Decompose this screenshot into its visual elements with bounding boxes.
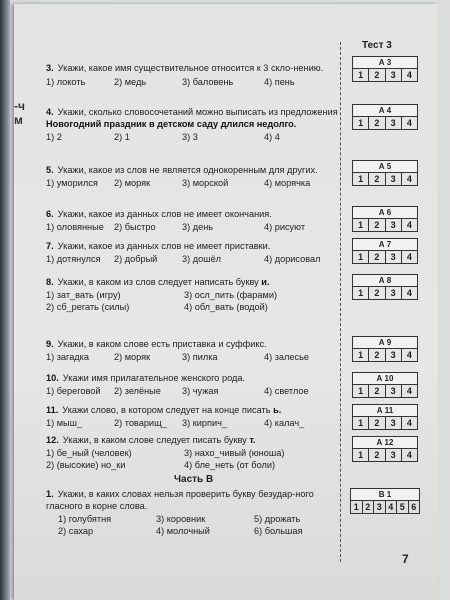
- option[interactable]: 1) оловянные: [46, 222, 104, 232]
- page-number: 7: [402, 552, 409, 566]
- answer-box-a7: [352, 238, 418, 264]
- test-title: Тест 3: [362, 40, 392, 51]
- answer-cell[interactable]: 2: [369, 173, 385, 185]
- answer-box-label: А 5: [352, 160, 418, 172]
- question-number: 9.: [46, 339, 54, 349]
- answer-cell[interactable]: 2: [369, 287, 385, 299]
- answer-box-b1: [350, 488, 420, 514]
- option[interactable]: 3) кирпич_: [182, 418, 227, 428]
- answer-cell[interactable]: 2: [369, 219, 385, 231]
- answer-cell[interactable]: 4: [406, 220, 412, 230]
- question-sentence: Новогодний праздник в детском саду длился недолго.: [46, 119, 297, 129]
- answer-box-a10: [352, 372, 418, 398]
- question-3: [46, 62, 346, 88]
- question-text: Укажи, какое имя существительное относится к 3 скло-нению.: [57, 63, 324, 73]
- answer-cell[interactable]: 3: [386, 117, 402, 129]
- answer-cell[interactable]: 2: [369, 251, 385, 263]
- question-number: 12.: [46, 435, 59, 445]
- answer-box-label: А 10: [352, 372, 418, 384]
- answer-cell[interactable]: 3: [386, 219, 402, 231]
- answer-cell[interactable]: 3: [386, 69, 402, 81]
- question-8: [46, 276, 346, 313]
- answer-cell[interactable]: 4: [386, 501, 398, 513]
- answer-box-a11: [352, 404, 418, 430]
- answer-box-a5: [352, 160, 418, 186]
- question-9: [46, 338, 346, 363]
- answer-cell[interactable]: 1: [351, 501, 363, 513]
- option[interactable]: 2) сб_регать (силы): [46, 302, 130, 312]
- answer-box-label: А 12: [352, 436, 418, 448]
- option[interactable]: 2) быстро: [114, 222, 156, 232]
- question-letter: т.: [249, 435, 256, 445]
- question-number: 1.: [46, 489, 54, 499]
- answer-cell[interactable]: 2: [369, 117, 385, 129]
- option[interactable]: 1) уморился: [46, 178, 98, 188]
- question-text: Укажи, какое из данных слов не имеет окончания.: [57, 209, 272, 219]
- answer-box-a9: [352, 336, 418, 362]
- option[interactable]: 1) 2: [46, 132, 62, 142]
- option[interactable]: 4) пень: [264, 77, 295, 87]
- option[interactable]: 3) морской: [182, 178, 229, 188]
- answer-cell[interactable]: 4: [406, 174, 412, 184]
- answer-cell[interactable]: 1: [353, 287, 369, 299]
- option[interactable]: 1) голубятня: [58, 514, 112, 524]
- answer-cell[interactable]: 3: [386, 349, 402, 361]
- option[interactable]: 1) зат_вать (игру): [46, 290, 121, 300]
- answer-cell[interactable]: 4: [406, 418, 412, 428]
- option[interactable]: 4) бле_неть (от боли): [184, 460, 276, 470]
- question-number: 3.: [46, 63, 54, 73]
- option[interactable]: 4) рисуют: [264, 222, 306, 232]
- question-7: [46, 240, 346, 265]
- previous-page-edge: [0, 0, 10, 600]
- option[interactable]: 2) товарищ_: [114, 418, 167, 428]
- answer-box-a12: [352, 436, 418, 462]
- left-margin-marks: -ч м: [14, 99, 25, 127]
- option[interactable]: 3) пилка: [182, 352, 218, 362]
- option[interactable]: 3) баловень: [182, 77, 234, 87]
- answer-box-label: А 11: [352, 404, 418, 416]
- answer-cell[interactable]: 2: [369, 69, 385, 81]
- option[interactable]: 4) калач_: [264, 418, 305, 428]
- option[interactable]: 4) залесье: [264, 352, 310, 362]
- option[interactable]: 2) зелёные: [114, 386, 161, 396]
- workbook-page: [14, 4, 438, 600]
- answer-cell[interactable]: 3: [386, 173, 402, 185]
- answer-box-a8: [352, 274, 418, 300]
- answer-cell[interactable]: 1: [353, 117, 369, 129]
- option[interactable]: 2) моряк: [114, 352, 151, 362]
- question-b1: [46, 488, 346, 537]
- answer-cell[interactable]: 2: [369, 417, 385, 429]
- option[interactable]: 1) дотянулся: [46, 254, 101, 264]
- question-number: 4.: [46, 107, 54, 117]
- answer-cell[interactable]: 1: [353, 449, 369, 461]
- option[interactable]: 3) осл_пить (фарами): [184, 290, 278, 300]
- question-text: Укажи, сколько словосочетаний можно выписать из предложения: [57, 107, 338, 117]
- answer-cell[interactable]: 1: [353, 251, 369, 263]
- question-number: 10.: [46, 373, 59, 383]
- answer-cell[interactable]: 1: [353, 219, 369, 231]
- answer-cell[interactable]: 4: [406, 450, 412, 460]
- answer-cell[interactable]: 6: [411, 502, 417, 512]
- option[interactable]: 3) чужая: [182, 386, 219, 396]
- section-heading: Часть В: [174, 474, 214, 485]
- answer-cell[interactable]: 2: [369, 385, 385, 397]
- question-number: 8.: [46, 277, 54, 287]
- option[interactable]: 5) дрожать: [254, 514, 301, 524]
- option[interactable]: 6) большая: [254, 526, 303, 536]
- answer-box-a4: [352, 104, 418, 130]
- question-text: Укажи, какое из слов не является однокоренным для других.: [57, 165, 318, 175]
- option[interactable]: 1) бе_ный (человек): [46, 448, 132, 458]
- question-5: [46, 164, 346, 189]
- answer-box-label: А 4: [352, 104, 418, 116]
- answer-cell[interactable]: 1: [353, 385, 369, 397]
- option[interactable]: 2) сахар: [58, 526, 94, 536]
- option[interactable]: 2) моряк: [114, 178, 151, 188]
- question-text: Укажи слово, в котором следует на конце писать: [62, 405, 274, 415]
- option[interactable]: 3) день: [182, 222, 214, 232]
- question-10: [46, 372, 346, 397]
- answer-box-label: А 8: [352, 274, 418, 286]
- option[interactable]: 4) светлое: [264, 386, 309, 396]
- answer-cell[interactable]: 3: [386, 449, 402, 461]
- answer-cell[interactable]: 2: [363, 501, 375, 513]
- answer-cell[interactable]: 1: [353, 69, 369, 81]
- answer-cell[interactable]: 3: [374, 501, 386, 513]
- question-number: 6.: [46, 209, 54, 219]
- answer-cell[interactable]: 2: [369, 349, 385, 361]
- answer-box-label: А 9: [352, 336, 418, 348]
- option[interactable]: 3) дошёл: [182, 254, 222, 264]
- option[interactable]: 4) морячка: [264, 178, 311, 188]
- option[interactable]: 1) береговой: [46, 386, 101, 396]
- answer-cell[interactable]: 3: [386, 417, 402, 429]
- question-text: Укажи имя прилагательное женского рода.: [62, 373, 245, 383]
- answer-cell[interactable]: 1: [353, 349, 369, 361]
- option[interactable]: 3) нахо_чивый (юноша): [184, 448, 285, 458]
- question-text: Укажи, в каких словах нельзя проверить букву безудар-ного гласного в корне слова.: [46, 489, 314, 511]
- option[interactable]: 4) 4: [264, 132, 280, 142]
- answer-cell[interactable]: 4: [406, 118, 412, 128]
- option[interactable]: 2) (высокие) но_ки: [46, 460, 126, 470]
- answer-box-label: А 3: [352, 56, 418, 68]
- option[interactable]: 3) 3: [182, 132, 198, 142]
- answer-cell[interactable]: 4: [406, 252, 412, 262]
- answer-box-label: А 7: [352, 238, 418, 250]
- answer-cell[interactable]: 3: [386, 251, 402, 263]
- answer-cell[interactable]: 4: [406, 288, 412, 298]
- question-letter: и.: [261, 277, 270, 287]
- question-11: [46, 404, 346, 429]
- answer-cell[interactable]: 3: [386, 287, 402, 299]
- option[interactable]: 1) локоть: [46, 77, 86, 87]
- answer-cell[interactable]: 1: [353, 417, 369, 429]
- option[interactable]: 4) дорисовал: [264, 254, 321, 264]
- question-number: 5.: [46, 165, 54, 175]
- answer-cell[interactable]: 4: [406, 350, 412, 360]
- option[interactable]: 4) молочный: [156, 526, 210, 536]
- answer-box-label: А 6: [352, 206, 418, 218]
- option[interactable]: 3) коровник: [156, 514, 206, 524]
- answer-cell[interactable]: 5: [397, 501, 409, 513]
- option[interactable]: 4) обл_вать (водой): [184, 302, 268, 312]
- answer-box-a6: [352, 206, 418, 232]
- answer-cell[interactable]: 4: [406, 70, 412, 80]
- question-number: 11.: [46, 405, 59, 415]
- option[interactable]: 2) 1: [114, 132, 130, 142]
- question-6: [46, 208, 346, 233]
- question-letter: ь.: [273, 405, 282, 415]
- answer-cell[interactable]: 3: [386, 385, 402, 397]
- option[interactable]: 2) медь: [114, 77, 147, 87]
- answer-box-label: В 1: [350, 488, 420, 500]
- answer-cell[interactable]: 1: [353, 173, 369, 185]
- option[interactable]: 1) загадка: [46, 352, 89, 362]
- question-4: [46, 106, 346, 143]
- answer-cell[interactable]: 2: [369, 449, 385, 461]
- question-text: Укажи, в каком слове следует писать букву: [62, 435, 250, 445]
- answer-cell[interactable]: 4: [406, 386, 412, 396]
- question-text: Укажи, какое из данных слов не имеет приставки.: [57, 241, 271, 251]
- option[interactable]: 1) мыш_: [46, 418, 83, 428]
- question-number: 7.: [46, 241, 54, 251]
- answer-box-a3: [352, 56, 418, 82]
- option[interactable]: 2) добрый: [114, 254, 158, 264]
- question-12: [46, 434, 346, 471]
- question-text: Укажи, в каком слове есть приставка и суффикс.: [57, 339, 267, 349]
- question-text: Укажи, в каком из слов следует написать букву: [57, 277, 262, 287]
